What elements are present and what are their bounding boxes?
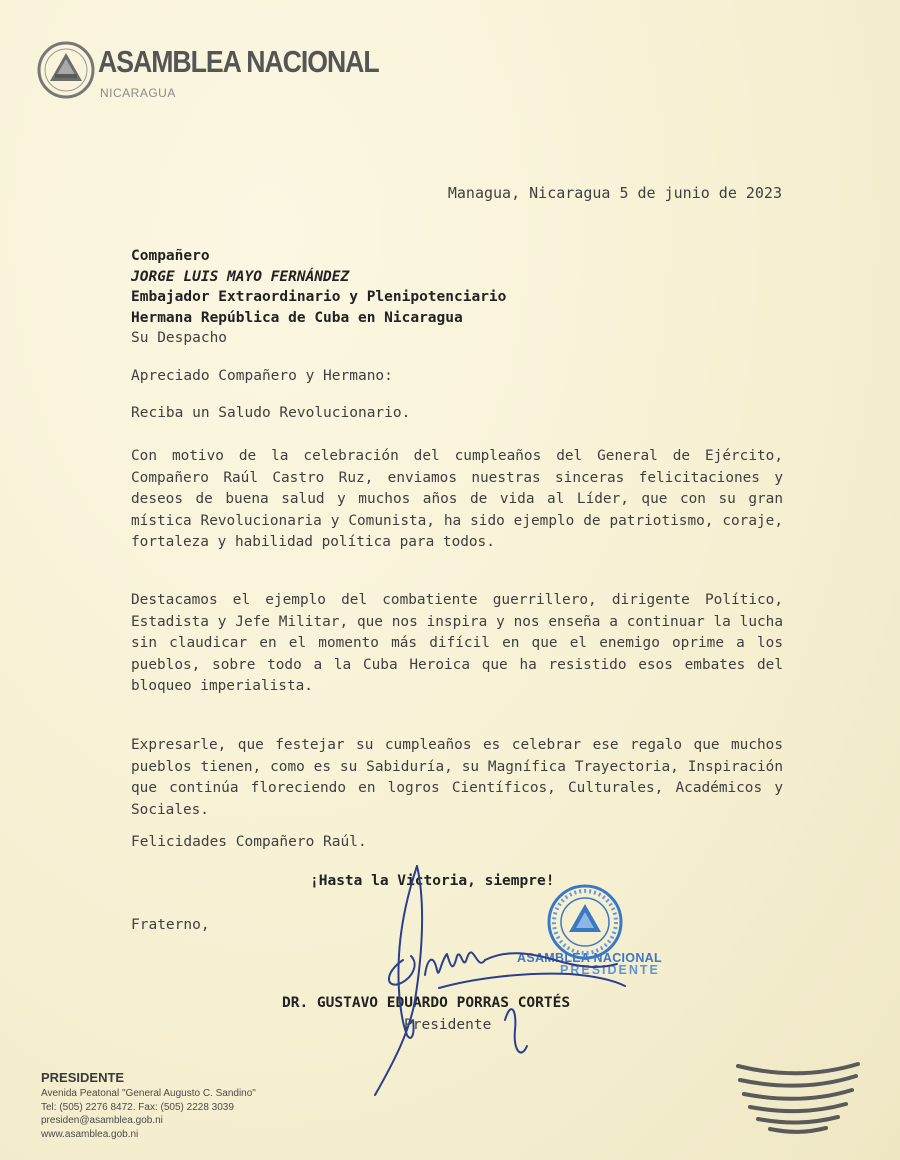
addressee-block xyxy=(131,246,506,349)
valediction: Fraterno, xyxy=(131,917,210,933)
motto: ¡Hasta la Victoria, siempre! xyxy=(310,873,555,889)
footer-contact xyxy=(41,1070,256,1141)
stamp-org-name: ASAMBLEA NACIONAL xyxy=(517,951,662,965)
footer-phones: Tel: (505) 2276 8472. Fax: (505) 2228 3039 xyxy=(41,1101,234,1113)
footer-website: www.asamblea.gob.ni xyxy=(41,1128,139,1140)
signer-name: DR. GUSTAVO EDUARDO PORRAS CORTÉS xyxy=(282,995,571,1011)
addressee-name: JORGE LUIS MAYO FERNÁNDEZ xyxy=(131,268,350,285)
footer-address: Avenida Peatonal "General Augusto C. Sandino" xyxy=(41,1088,256,1099)
signer-title: Presidente xyxy=(404,1017,492,1033)
footer-title: PRESIDENTE xyxy=(41,1070,125,1085)
handwritten-signature-icon xyxy=(355,860,685,1100)
assembly-chamber-emblem-icon xyxy=(728,1056,868,1136)
addressee-office: Su Despacho xyxy=(131,330,228,346)
addressee-honorific: Compañero xyxy=(131,248,210,264)
body-paragraph: Destacamos el ejemplo del combatiente guerrillero, dirigente Político, Estadista y Jefe Militar, que nos inspira y nos enseña a continuar la lucha sin claudicar en el momento más difícil en que el enemigo oprime a los pueblos, sobre todo a la Cuba Heroica que ha resistido esos embates del bloqueo imperialista. xyxy=(131,592,783,695)
nicaragua-coat-of-arms-logo-icon xyxy=(36,40,96,100)
addressee-position: Embajador Extraordinario y Plenipotenciario xyxy=(131,289,507,305)
org-name: ASAMBLEA NACIONAL xyxy=(98,44,379,79)
greeting: Reciba un Saludo Revolucionario. xyxy=(131,405,411,421)
addressee-country: Hermana República de Cuba en Nicaragua xyxy=(131,309,463,326)
salutation: Apreciado Compañero y Hermano: xyxy=(131,368,393,384)
org-country: NICARAGUA xyxy=(100,86,176,100)
body-paragraph: Con motivo de la celebración del cumpleaños del General de Ejército, Compañero Raúl Castro Ruz, enviamos nuestras sinceras felicitaciones y deseos de buena salud y muchos años de vida al Líder, que con su gran mística Revolucionaria y Comunista, ha sido ejemplo de patriotismo, coraje, fortaleza y habilidad política para todos. xyxy=(131,448,783,551)
stamp-role: PRESIDENTE xyxy=(560,963,660,977)
letter-date: Managua, Nicaragua 5 de junio de 2023 xyxy=(447,184,782,202)
closing-congratulations: Felicidades Compañero Raúl. xyxy=(131,834,367,850)
footer-email: presiden@asamblea.gob.ni xyxy=(41,1115,163,1126)
body-paragraph: Expresarle, que festejar su cumpleaños es celebrar ese regalo que muchos pueblos tienen, como es su Sabiduría, su Magnífica Trayectoria, Inspiración que continúa floreciendo en logros Científicos, Culturales, Académicos y Sociales. xyxy=(131,737,783,818)
